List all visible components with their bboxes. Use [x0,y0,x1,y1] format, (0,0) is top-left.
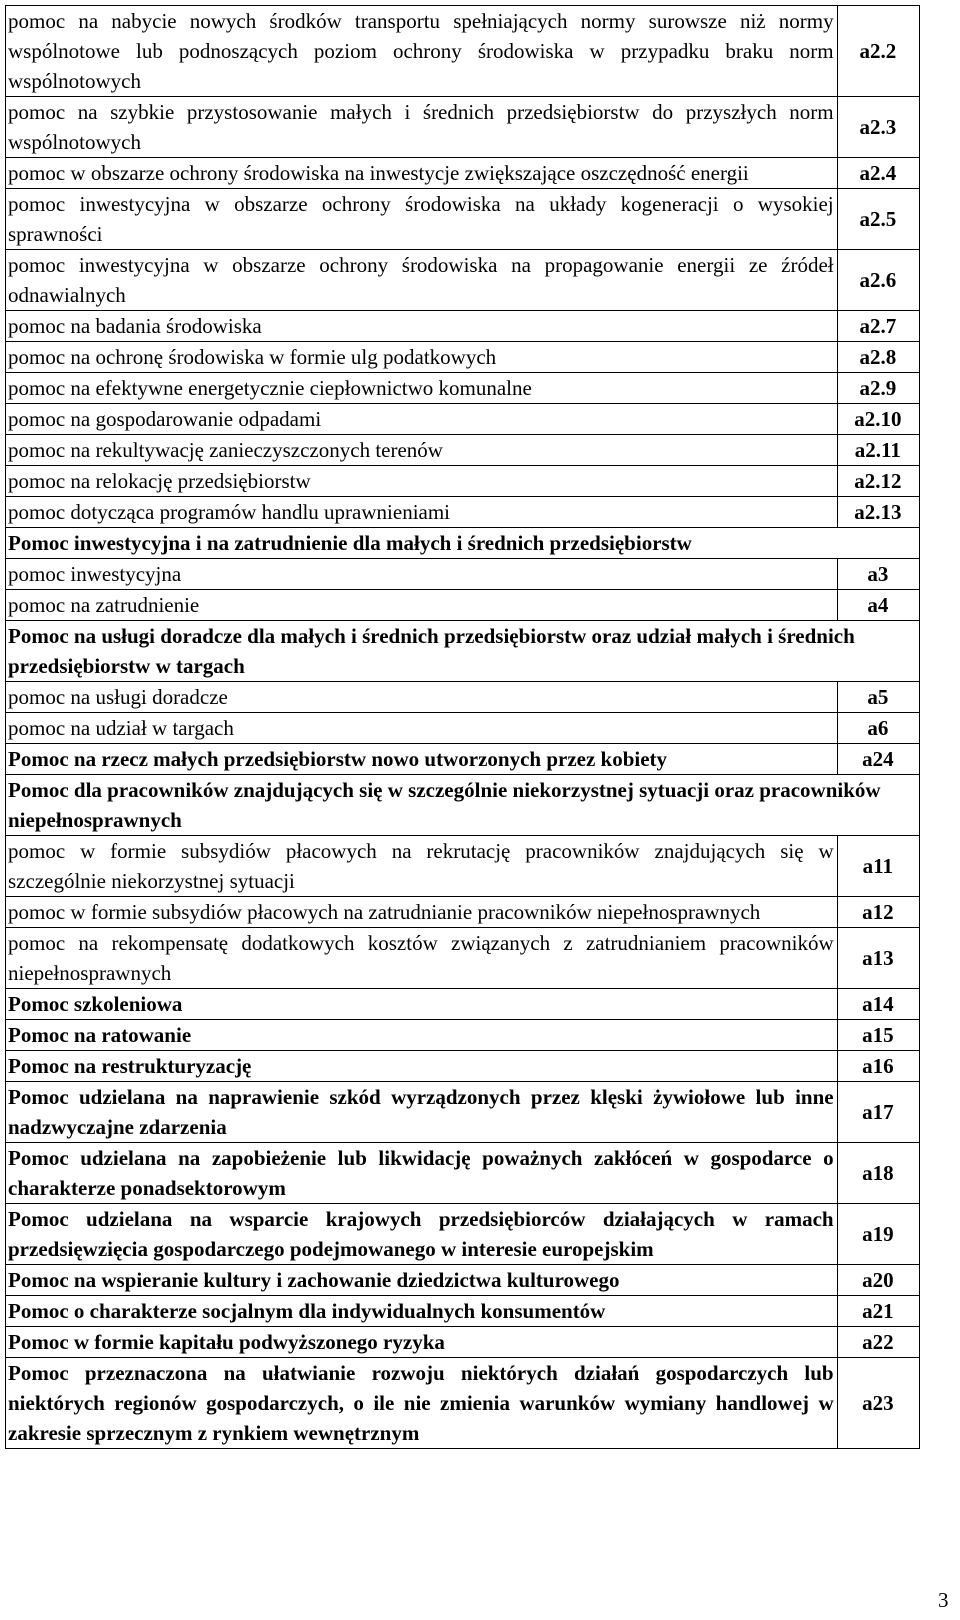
aid-code: a15 [837,1020,919,1051]
aid-code: a17 [837,1082,919,1143]
table-row [6,97,920,158]
table-row [6,897,920,928]
aid-code: a2.2 [837,6,919,97]
aid-code: a12 [837,897,919,928]
aid-code: a4 [837,590,919,621]
aid-code: a20 [837,1265,919,1296]
aid-code: a2.4 [837,158,919,189]
aid-code: a5 [837,682,919,713]
aid-description: Pomoc udzielana na naprawienie szkód wyrządzonych przez klęski żywiołowe lub inne nadzwyczajne zdarzenia [6,1082,838,1143]
table-row [6,682,920,713]
aid-code: a2.11 [837,435,919,466]
table-row [6,1082,920,1143]
section-header: Pomoc dla pracowników znajdujących się w szczególnie niekorzystnej sytuacji oraz pracowników niepełnosprawnych [6,775,920,836]
table-row [6,590,920,621]
aid-description: pomoc na zatrudnienie [6,590,838,621]
aid-code: a22 [837,1327,919,1358]
aid-description: pomoc na relokację przedsiębiorstw [6,466,838,497]
aid-code: a2.6 [837,250,919,311]
table-row [6,1143,920,1204]
table-row [6,1358,920,1449]
aid-code: a24 [837,744,919,775]
table-row [6,836,920,897]
aid-description: pomoc na szybkie przystosowanie małych i średnich przedsiębiorstw do przyszłych norm wspólnotowych [6,97,838,158]
page-number: 3 [938,1588,949,1612]
aid-code: a14 [837,989,919,1020]
aid-description: Pomoc na ratowanie [6,1020,838,1051]
aid-code: a2.7 [837,311,919,342]
table-row [6,342,920,373]
table-row [6,1051,920,1082]
table-row [6,158,920,189]
table-row [6,250,920,311]
aid-description: Pomoc na restrukturyzację [6,1051,838,1082]
aid-code: a6 [837,713,919,744]
table-row [6,373,920,404]
table-row [6,713,920,744]
aid-code: a13 [837,928,919,989]
section-header-row [6,621,920,682]
aid-description: pomoc na rekultywację zanieczyszczonych terenów [6,435,838,466]
aid-description: pomoc inwestycyjna w obszarze ochrony środowiska na układy kogeneracji o wysokiej sprawności [6,189,838,250]
table-row [6,466,920,497]
aid-description: Pomoc udzielana na wsparcie krajowych przedsiębiorców działających w ramach przedsięwzięcia gospodarczego podejmowanego w interesie europejskim [6,1204,838,1265]
aid-code: a2.8 [837,342,919,373]
aid-description: pomoc na badania środowiska [6,311,838,342]
table-row [6,1204,920,1265]
aid-description: Pomoc udzielana na zapobieżenie lub likwidację poważnych zakłóceń w gospodarce o charakterze ponadsektorowym [6,1143,838,1204]
aid-description: Pomoc na wspieranie kultury i zachowanie dziedzictwa kulturowego [6,1265,838,1296]
section-header-row [6,528,920,559]
table-row [6,559,920,590]
table-row [6,435,920,466]
table-row [6,1020,920,1051]
aid-description: Pomoc w formie kapitału podwyższonego ryzyka [6,1327,838,1358]
section-header: Pomoc inwestycyjna i na zatrudnienie dla małych i średnich przedsiębiorstw [6,528,920,559]
table-row [6,1265,920,1296]
aid-type-table [5,5,920,1449]
aid-code: a19 [837,1204,919,1265]
table-row [6,1296,920,1327]
aid-description: Pomoc szkoleniowa [6,989,838,1020]
aid-description: Pomoc o charakterze socjalnym dla indywidualnych konsumentów [6,1296,838,1327]
aid-description: pomoc inwestycyjna [6,559,838,590]
aid-description: pomoc na gospodarowanie odpadami [6,404,838,435]
aid-description: pomoc dotycząca programów handlu uprawnieniami [6,497,838,528]
table-row [6,744,920,775]
table-row [6,404,920,435]
aid-code: a2.9 [837,373,919,404]
aid-description: Pomoc przeznaczona na ułatwianie rozwoju niektórych działań gospodarczych lub niektórych regionów gospodarczych, o ile nie zmienia warunków wymiany handlowej w zakresie sprzecznym z rynkiem wewnętrznym [6,1358,838,1449]
aid-code: a2.12 [837,466,919,497]
aid-code: a2.5 [837,189,919,250]
aid-description: pomoc w obszarze ochrony środowiska na inwestycje zwiększające oszczędność energii [6,158,838,189]
table-row [6,6,920,97]
aid-description: pomoc na usługi doradcze [6,682,838,713]
aid-description: Pomoc na rzecz małych przedsiębiorstw nowo utworzonych przez kobiety [6,744,838,775]
aid-description: pomoc na efektywne energetycznie ciepłownictwo komunalne [6,373,838,404]
table-row [6,497,920,528]
aid-description: pomoc w formie subsydiów płacowych na zatrudnianie pracowników niepełnosprawnych [6,897,838,928]
section-header-row [6,775,920,836]
aid-code: a3 [837,559,919,590]
aid-description: pomoc na nabycie nowych środków transportu spełniających normy surowsze niż normy wspólnotowe lub podnoszących poziom ochrony środowiska w przypadku braku norm wspólnotowych [6,6,838,97]
table-row [6,1327,920,1358]
section-header: Pomoc na usługi doradcze dla małych i średnich przedsiębiorstw oraz udział małych i średnich przedsiębiorstw w targach [6,621,920,682]
aid-code: a11 [837,836,919,897]
aid-code: a16 [837,1051,919,1082]
aid-code: a2.3 [837,97,919,158]
aid-code: a2.10 [837,404,919,435]
aid-code: a18 [837,1143,919,1204]
aid-code: a23 [837,1358,919,1449]
table-row [6,189,920,250]
aid-description: pomoc w formie subsydiów płacowych na rekrutację pracowników znajdujących się w szczególnie niekorzystnej sytuacji [6,836,838,897]
table-row [6,928,920,989]
aid-code: a2.13 [837,497,919,528]
aid-type-table-body [6,6,920,1449]
aid-description: pomoc na udział w targach [6,713,838,744]
aid-code: a21 [837,1296,919,1327]
aid-description: pomoc na ochronę środowiska w formie ulg podatkowych [6,342,838,373]
table-row [6,989,920,1020]
aid-description: pomoc inwestycyjna w obszarze ochrony środowiska na propagowanie energii ze źródeł odnawialnych [6,250,838,311]
table-row [6,311,920,342]
aid-description: pomoc na rekompensatę dodatkowych kosztów związanych z zatrudnianiem pracowników niepełnosprawnych [6,928,838,989]
